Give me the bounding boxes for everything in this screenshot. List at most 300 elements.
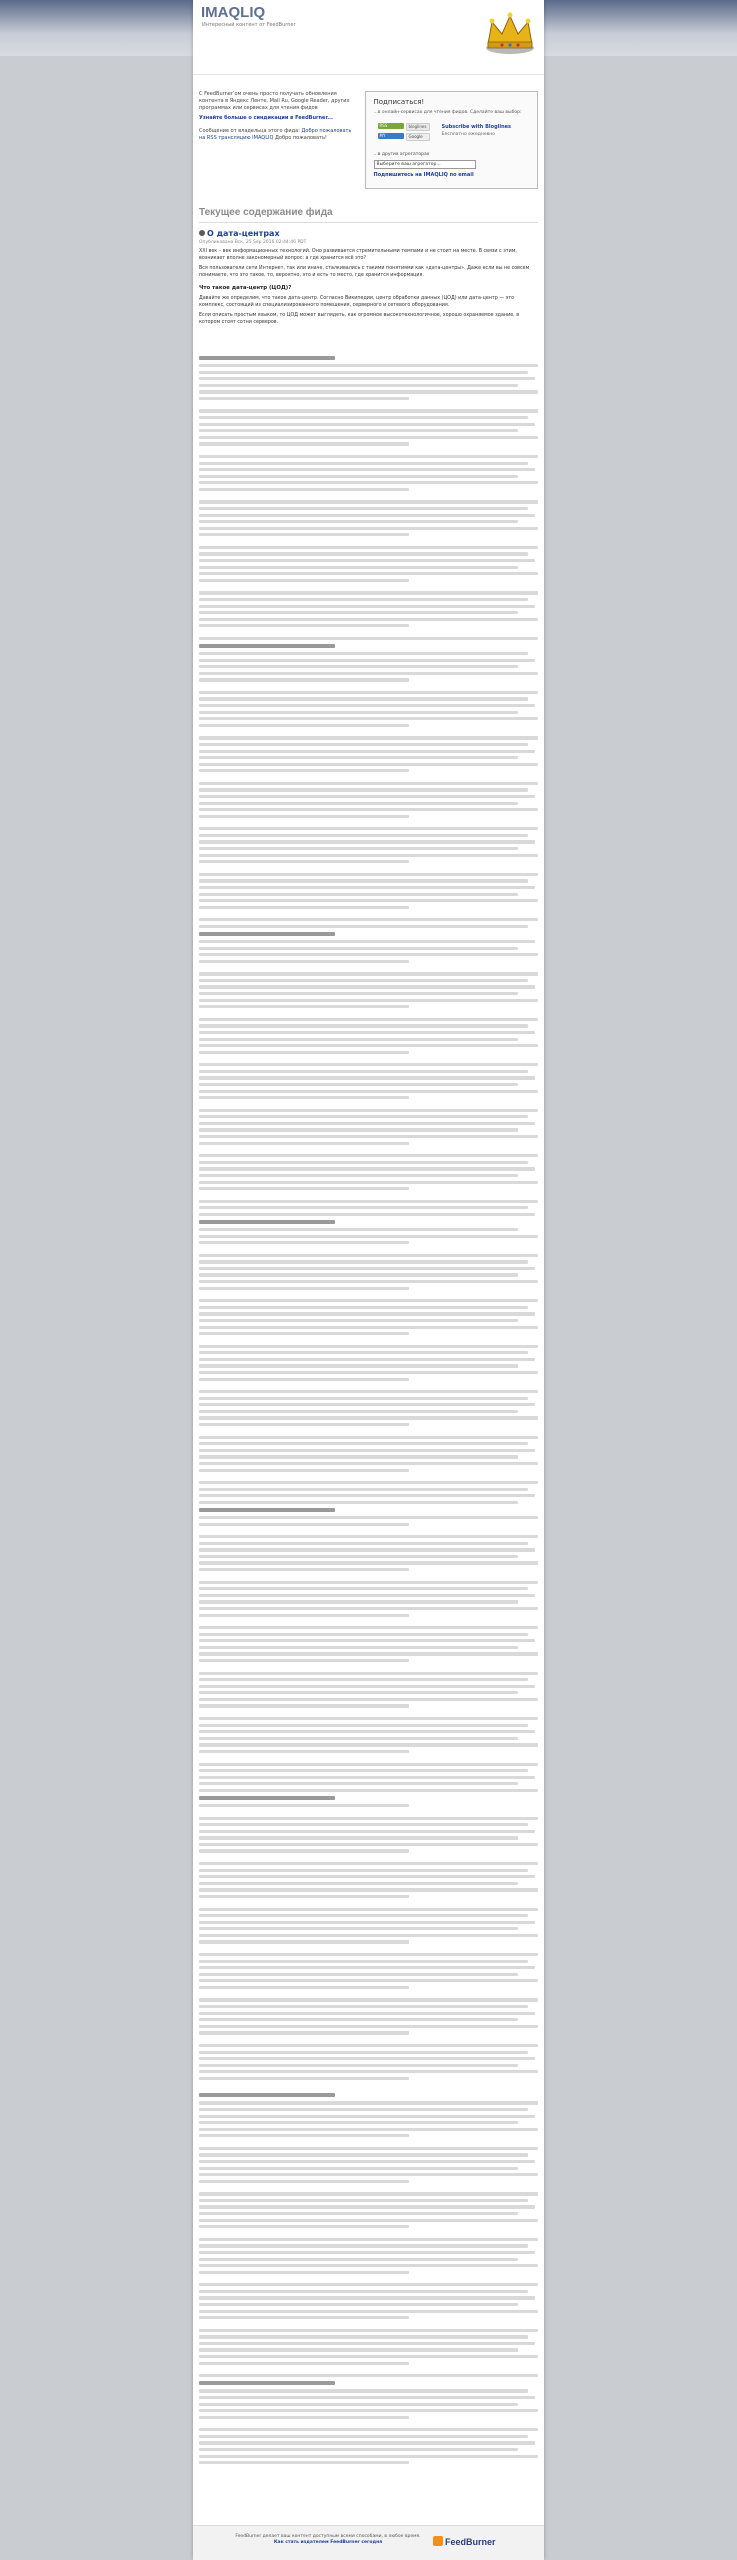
text-line-placeholder: [199, 2192, 538, 2195]
text-line-placeholder: [199, 1135, 538, 1138]
text-line-placeholder: [199, 1516, 538, 1519]
text-line-placeholder: [199, 1581, 538, 1584]
site-title[interactable]: IMAQLIQ: [201, 4, 266, 21]
text-line-placeholder: [199, 520, 518, 523]
text-line-placeholder: [199, 1187, 409, 1190]
text-line-placeholder: [199, 1161, 528, 1164]
text-line-placeholder: [199, 468, 535, 471]
text-line-placeholder: [199, 2461, 409, 2464]
text-line-placeholder: [199, 1633, 528, 1636]
text-line-placeholder: [199, 1639, 535, 1642]
paragraph-gap: [199, 1012, 538, 1018]
text-line-placeholder: [199, 1730, 535, 1733]
text-line-placeholder: [199, 1843, 538, 1846]
text-line-placeholder: [199, 1763, 538, 1766]
text-line-placeholder: [199, 1044, 538, 1047]
text-line-placeholder: [199, 2403, 518, 2406]
text-line-placeholder: [199, 1672, 538, 1675]
paragraph-gap: [199, 2232, 538, 2238]
text-line-placeholder: [199, 1882, 518, 1885]
text-line-placeholder: [199, 2303, 518, 2306]
text-line-placeholder: [199, 2167, 518, 2170]
paragraph-gap: [199, 1103, 538, 1109]
text-line-placeholder: [199, 1109, 538, 1112]
text-line-placeholder: [199, 1351, 528, 1354]
text-line-placeholder: [199, 1542, 528, 1545]
text-line-placeholder: [199, 704, 535, 707]
text-line-placeholder: [199, 691, 538, 694]
text-line-placeholder: [199, 953, 538, 956]
text-line-placeholder: [199, 1364, 518, 1367]
text-line-placeholder: [199, 1646, 518, 1649]
paragraph-gap: [199, 2468, 538, 2474]
text-line-placeholder: [199, 605, 535, 608]
text-line-placeholder: [199, 500, 538, 503]
text-line-placeholder: [199, 1862, 538, 1865]
text-line-placeholder: [199, 999, 538, 1002]
feed-owner-note: [199, 128, 359, 142]
text-line-placeholder: [199, 1280, 538, 1283]
text-line-placeholder: [199, 1273, 518, 1276]
text-line-placeholder: [199, 1535, 538, 1538]
text-line-placeholder: [199, 1005, 409, 1008]
text-line-placeholder: [199, 1306, 528, 1309]
item-paragraph: XXI век – век информационных технологий. Оно развивается стремительными темпами и не стоит на месте. В связи с этим, возникает вполне закономерный вопрос: а где хранится всё это?: [199, 249, 517, 261]
text-line-placeholder: [199, 2271, 409, 2274]
text-line-placeholder: [199, 1416, 538, 1419]
item-remaining-text: [199, 352, 538, 2512]
text-line-placeholder: [199, 1358, 535, 1361]
text-line-placeholder: [199, 1600, 518, 1603]
text-line-placeholder: [199, 455, 538, 458]
text-line-placeholder: [199, 1241, 409, 1244]
text-line-placeholder: [199, 2057, 535, 2060]
text-line-placeholder: [199, 1561, 538, 1564]
text-line-placeholder: [199, 979, 528, 982]
text-line-placeholder: [199, 1678, 528, 1681]
text-line-placeholder: [199, 1319, 518, 1322]
text-line-placeholder: [199, 1836, 518, 1839]
text-line-placeholder: [199, 2455, 538, 2458]
text-line-placeholder: [199, 1921, 535, 1924]
text-line-placeholder: [199, 879, 528, 882]
text-line-placeholder: [199, 611, 518, 614]
text-line-placeholder: [199, 1213, 535, 1216]
text-line-placeholder: [199, 2316, 409, 2319]
text-line-placeholder: [199, 2115, 535, 2118]
feed-owner-note-link[interactable]: Добро пожаловать на RSS трансляцию IMAQLIQ: [199, 128, 352, 141]
text-line-placeholder: [199, 2348, 518, 2351]
text-line-placeholder: [199, 559, 535, 562]
text-line-placeholder: [199, 1070, 528, 1073]
text-line-placeholder: [199, 423, 535, 426]
text-line-placeholder: [199, 743, 528, 746]
text-line-placeholder: [199, 2409, 538, 2412]
text-line-placeholder: [199, 2134, 409, 2137]
item-paragraph: Давайте же определим, что такое дата-центр. Согласно Википедии, центр обработки данных (ЦОД) или дата-центр — это комплекс, состоящий из специализированного помещения, серверного и сетевого оборудования.: [199, 295, 515, 308]
text-line-placeholder: [199, 2416, 409, 2419]
text-line-placeholder: [199, 672, 538, 675]
feed-header: [193, 0, 544, 75]
text-line-placeholder: [199, 2031, 409, 2034]
site-tagline: Интересный контент от FeedBurner: [202, 22, 296, 28]
text-line-placeholder: [199, 2219, 538, 2222]
text-line-placeholder: [199, 1940, 409, 1943]
text-line-placeholder: [199, 2025, 538, 2028]
text-line-placeholder: [199, 598, 528, 601]
feed-footer: [193, 2525, 544, 2560]
text-line-placeholder: [199, 2121, 518, 2124]
text-line-placeholder: [199, 756, 518, 759]
text-line-placeholder: [199, 572, 538, 575]
feed-owner-note-prefix: Сообщение от владельца этого фида:: [199, 128, 300, 134]
footer-text: FeedBurner делает ваш контент доступным всеми способами, в любое время.: [235, 2534, 421, 2539]
text-line-placeholder: [199, 2362, 409, 2365]
text-line-placeholder: [199, 2128, 538, 2131]
text-line-placeholder: [199, 2108, 528, 2111]
text-line-placeholder: [199, 1934, 538, 1937]
text-line-placeholder: [199, 533, 409, 536]
text-line-placeholder: [199, 364, 538, 367]
subscribe-box: [365, 91, 538, 189]
text-line-placeholder: [199, 1494, 535, 1497]
text-line-placeholder: [199, 1875, 535, 1878]
text-line-placeholder: [199, 1397, 528, 1400]
text-line-placeholder: [199, 2335, 528, 2338]
text-line-placeholder: [199, 1568, 409, 1571]
text-line-placeholder: [199, 1410, 518, 1413]
text-line-placeholder: [199, 1914, 528, 1917]
text-line-placeholder: [199, 1966, 535, 1969]
text-line-placeholder: [199, 1115, 528, 1118]
text-line-placeholder: [199, 940, 535, 943]
text-line-placeholder: [199, 2296, 535, 2299]
text-line-placeholder: [199, 442, 409, 445]
text-line-placeholder: [199, 1789, 538, 1792]
text-line-placeholder: [199, 429, 518, 432]
text-line-placeholder: [199, 1018, 538, 1021]
text-line-placeholder: [199, 960, 409, 963]
text-line-placeholder: [199, 2205, 535, 2208]
text-line-placeholder: [199, 1174, 518, 1177]
text-line-placeholder: [199, 2051, 528, 2054]
text-line-placeholder: [199, 1685, 535, 1688]
text-line-placeholder: [199, 2225, 409, 2228]
text-line-placeholder: [199, 717, 538, 720]
rss-badge[interactable]: RSS: [378, 123, 404, 129]
text-line-placeholder: [199, 992, 518, 995]
text-line-placeholder: [199, 1206, 528, 1209]
text-line-placeholder: [199, 618, 538, 621]
text-line-placeholder: [199, 782, 538, 785]
text-line-placeholder: [199, 750, 535, 753]
text-line-placeholder: [199, 652, 528, 655]
paragraph-gap: [199, 540, 538, 546]
text-line-placeholder: [199, 1587, 528, 1590]
text-line-placeholder: [199, 1652, 538, 1655]
text-line-placeholder: [199, 2044, 538, 2047]
text-line-placeholder: [199, 2012, 535, 2015]
text-line-placeholder: [199, 1488, 528, 1491]
text-line-placeholder: [199, 1607, 538, 1610]
text-line-placeholder: [199, 1704, 409, 1707]
text-line-placeholder: [199, 2070, 538, 2073]
text-line-placeholder: [199, 1626, 538, 1629]
intro-section: [193, 75, 544, 201]
text-line-placeholder: [199, 2147, 538, 2150]
text-line-placeholder: [199, 546, 538, 549]
text-line-placeholder: [199, 416, 528, 419]
text-line-placeholder: [199, 579, 409, 582]
text-line-placeholder: [199, 769, 409, 772]
item-paragraph: Если описать простым языком, то ЦОД может выглядеть, как огромное высокотехнологичное, хорошо охраняемое здание, в котором стоят сотни серверов.: [199, 313, 520, 325]
text-line-placeholder: [199, 1523, 409, 1526]
text-line-placeholder: [199, 1769, 528, 1772]
text-line-placeholder: [199, 514, 535, 517]
text-line-placeholder: [199, 1260, 528, 1263]
reader-select[interactable]: Выберите ваш агрегатор...: [374, 160, 476, 169]
footer-text-block: [233, 2534, 423, 2547]
paragraph-gap: [199, 2141, 538, 2147]
text-line-placeholder: [199, 1594, 535, 1597]
text-line-placeholder: [199, 1254, 538, 1257]
text-line-placeholder: [199, 815, 409, 818]
text-line-placeholder: [199, 1312, 535, 1315]
text-line-placeholder: [199, 834, 528, 837]
text-line-placeholder: [199, 1423, 409, 1426]
text-line-placeholder: [199, 2355, 538, 2358]
text-line-placeholder: [199, 1090, 538, 1093]
text-line-placeholder: [199, 795, 535, 798]
text-line-placeholder: [199, 873, 538, 876]
item-subheading: Что такое дата-центр (ЦОД)?: [199, 285, 292, 292]
text-line-placeholder: [199, 724, 409, 727]
paragraph-gap: [199, 1248, 538, 1254]
text-line-placeholder: [199, 678, 409, 681]
paragraph-gap: [199, 1902, 538, 1908]
text-heading-placeholder: [199, 644, 335, 648]
footer-link[interactable]: Как стать издателем FeedBurner сегодня: [273, 2540, 383, 2546]
text-line-placeholder: [199, 481, 538, 484]
text-line-placeholder: [199, 1200, 538, 1203]
text-line-placeholder: [199, 2441, 535, 2444]
text-line-placeholder: [199, 2290, 528, 2293]
email-subscribe-link[interactable]: Подпишитесь на IMAQLIQ по email: [373, 172, 474, 178]
text-line-placeholder: [199, 2374, 538, 2377]
text-line-placeholder: [199, 906, 409, 909]
text-line-placeholder: [199, 1031, 535, 1034]
text-line-placeholder: [199, 2077, 409, 2080]
feedburner-brand: FeedBurner: [445, 2537, 496, 2547]
text-line-placeholder: [199, 2329, 538, 2332]
text-line-placeholder: [199, 1960, 528, 1963]
text-line-placeholder: [199, 1024, 528, 1027]
text-line-placeholder: [199, 1122, 535, 1125]
paragraph-gap: [199, 1666, 538, 1672]
feedburner-flame-icon: [433, 2536, 443, 2546]
text-line-placeholder: [199, 827, 538, 830]
text-line-placeholder: [199, 2173, 538, 2176]
text-line-placeholder: [199, 1888, 538, 1891]
text-line-placeholder: [199, 2160, 535, 2163]
text-line-placeholder: [199, 2435, 528, 2438]
text-line-placeholder: [199, 1436, 538, 1439]
text-line-placeholder: [199, 1823, 528, 1826]
paragraph-gap: [199, 2083, 538, 2089]
item-title[interactable]: [199, 229, 538, 238]
text-line-placeholder: [199, 1776, 535, 1779]
text-line-placeholder: [199, 1869, 528, 1872]
text-line-placeholder: [199, 788, 528, 791]
text-line-placeholder: [199, 1455, 518, 1458]
item-bullet-icon: [199, 230, 205, 236]
text-line-placeholder: [199, 637, 538, 640]
text-line-placeholder: [199, 2212, 518, 2215]
text-line-placeholder: [199, 409, 538, 412]
text-heading-placeholder: [199, 932, 335, 936]
text-line-placeholder: [199, 665, 518, 668]
paragraph-gap: [199, 1194, 538, 1200]
text-line-placeholder: [199, 1038, 518, 1041]
text-heading-placeholder: [199, 1796, 335, 1800]
text-line-placeholder: [199, 1345, 538, 1348]
crown-logo-icon: [482, 8, 538, 56]
item-paragraph: Вся пользователи сети Интернет, так или иначе, сталкивались с такими понятиями как «дата-центры». Даже если вы не совсем понимаете, что это такое, то, вероятно, это и есть то место, где хранится информация.: [199, 266, 530, 278]
text-line-placeholder: [199, 899, 538, 902]
feed-owner-note-suffix: Добро пожаловать!: [275, 134, 327, 141]
text-line-placeholder: [199, 2018, 518, 2021]
text-line-placeholder: [199, 886, 535, 889]
intro-text-block: [199, 91, 359, 201]
paragraph-gap: [199, 1339, 538, 1345]
paragraph-gap: [199, 776, 538, 782]
text-line-placeholder: [199, 1326, 538, 1329]
text-line-placeholder: [199, 1403, 535, 1406]
item-body: [199, 249, 538, 326]
text-line-placeholder: [199, 390, 538, 393]
text-line-placeholder: [199, 1804, 409, 1807]
text-line-placeholder: [199, 462, 528, 465]
text-heading-placeholder: [199, 2093, 335, 2097]
paragraph-gap: [199, 631, 538, 637]
text-line-placeholder: [199, 2101, 538, 2104]
text-line-placeholder: [199, 1142, 409, 1145]
text-line-placeholder: [199, 1051, 409, 1054]
text-line-placeholder: [199, 1927, 518, 1930]
text-line-placeholder: [199, 552, 528, 555]
text-line-placeholder: [199, 763, 538, 766]
text-line-placeholder: [199, 1750, 409, 1753]
text-line-placeholder: [199, 397, 409, 400]
text-line-placeholder: [199, 624, 409, 627]
text-line-placeholder: [199, 1895, 409, 1898]
text-line-placeholder: [199, 1659, 409, 1662]
text-line-placeholder: [199, 2244, 528, 2247]
subscribe-description: ...в онлайн-сервисах для чтения фидов. Сделайте ваш выбор:: [373, 110, 522, 115]
google-badge[interactable]: Google: [406, 133, 430, 141]
text-line-placeholder: [199, 1481, 538, 1484]
bloglines-badge[interactable]: bloglines: [406, 123, 430, 131]
text-line-placeholder: [199, 1817, 538, 1820]
text-line-placeholder: [199, 2064, 518, 2067]
text-line-placeholder: [199, 527, 538, 530]
text-heading-placeholder: [199, 2381, 335, 2385]
text-line-placeholder: [199, 1299, 538, 1302]
text-line-placeholder: [199, 1737, 518, 1740]
text-line-placeholder: [199, 2396, 535, 2399]
paragraph-gap: [199, 1430, 538, 1436]
text-line-placeholder: [199, 1063, 538, 1066]
feed-container: [193, 0, 544, 2560]
text-line-placeholder: [199, 2448, 518, 2451]
text-line-placeholder: [199, 893, 518, 896]
text-line-placeholder: [199, 1548, 535, 1551]
text-line-placeholder: [199, 2283, 538, 2286]
text-line-placeholder: [199, 1953, 538, 1956]
item-title-text[interactable]: О дата-центрах: [207, 229, 280, 238]
text-line-placeholder: [199, 2389, 528, 2392]
text-line-placeholder: [199, 1235, 538, 1238]
text-line-placeholder: [199, 659, 535, 662]
feed-content-heading: Текущее содержание фида: [199, 207, 333, 218]
text-line-placeholder: [199, 925, 528, 928]
other-reader-label[interactable]: ...в других агрегаторах: [373, 152, 430, 157]
text-line-placeholder: [199, 384, 518, 387]
text-line-placeholder: [199, 1691, 518, 1694]
paragraph-gap: [199, 1811, 538, 1817]
myyahoo-badge[interactable]: MY YAHOO!: [378, 133, 404, 139]
text-line-placeholder: [199, 1083, 518, 1086]
text-line-placeholder: [199, 1501, 518, 1504]
text-line-placeholder: [199, 860, 409, 863]
paragraph-gap: [199, 867, 538, 873]
item-meta: Опубликовано Вск, 25 Sep 2016 02:44:46 PDT: [199, 240, 307, 245]
text-line-placeholder: [199, 1167, 535, 1170]
text-line-placeholder: [199, 1979, 538, 1982]
text-line-placeholder: [199, 1096, 409, 1099]
divider: [199, 222, 538, 223]
paragraph-gap: [199, 685, 538, 691]
text-line-placeholder: [199, 436, 538, 439]
text-line-placeholder: [199, 2342, 535, 2345]
text-line-placeholder: [199, 371, 528, 374]
bloglines-subscribe-subtext: Бесплатно ежедневно: [441, 132, 495, 137]
text-line-placeholder: [199, 1973, 518, 1976]
text-line-placeholder: [199, 1998, 538, 2001]
text-line-placeholder: [199, 985, 535, 988]
text-line-placeholder: [199, 1442, 528, 1445]
bloglines-subscribe-link[interactable]: Subscribe with Bloglines: [441, 124, 512, 130]
text-line-placeholder: [199, 1614, 409, 1617]
text-line-placeholder: [199, 1228, 518, 1231]
text-line-placeholder: [199, 1830, 535, 1833]
feedburner-logo[interactable]: [433, 2536, 496, 2547]
text-line-placeholder: [199, 1449, 535, 1452]
text-line-placeholder: [199, 2428, 538, 2431]
text-line-placeholder: [199, 2258, 518, 2261]
text-line-placeholder: [199, 1908, 538, 1911]
text-line-placeholder: [199, 2180, 409, 2183]
text-line-placeholder: [199, 1371, 538, 1374]
text-line-placeholder: [199, 1724, 528, 1727]
text-line-placeholder: [199, 711, 518, 714]
text-line-placeholder: [199, 488, 409, 491]
text-line-placeholder: [199, 2264, 538, 2267]
text-line-placeholder: [199, 854, 538, 857]
learn-more-link[interactable]: Узнайте больше о синдикации в FeedBurner...: [199, 115, 333, 122]
text-line-placeholder: [199, 802, 518, 805]
text-line-placeholder: [199, 1743, 538, 1746]
